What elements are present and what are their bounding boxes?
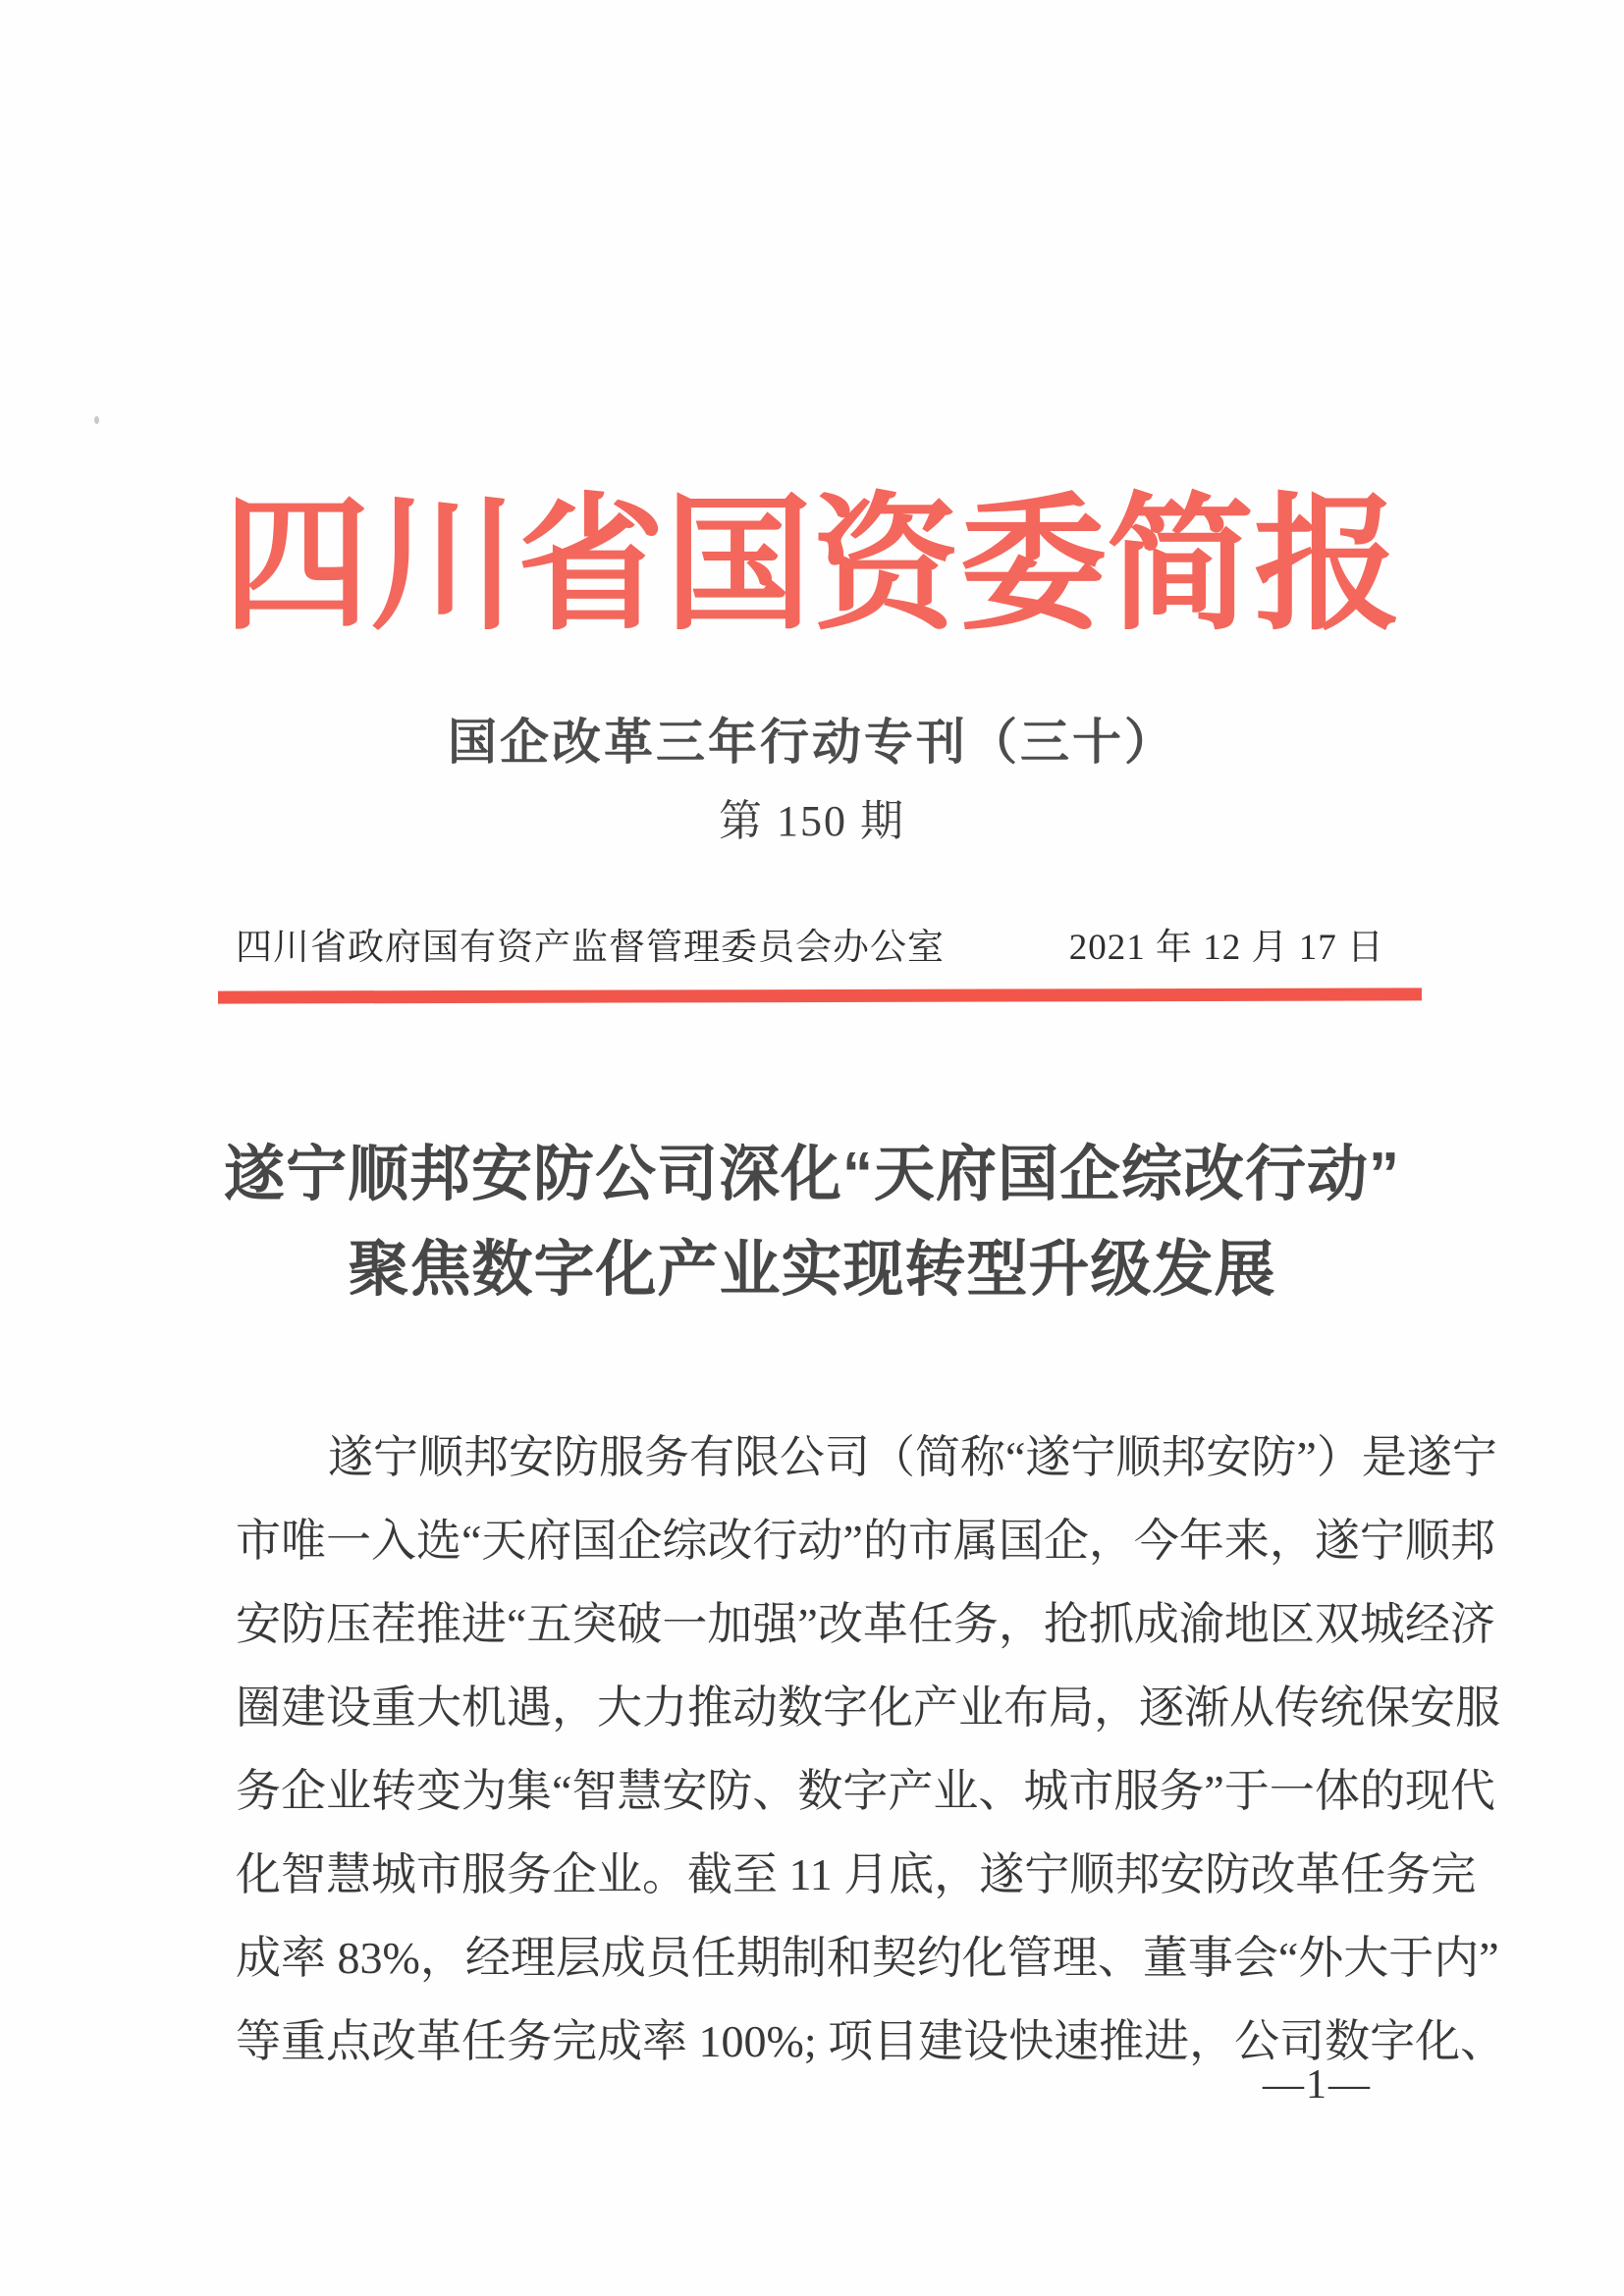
publication-info-row bbox=[236, 917, 1384, 970]
page-number: —1— bbox=[1263, 2062, 1372, 2108]
publisher-name: 四川省政府国有资产监督管理委员会办公室 bbox=[236, 928, 945, 968]
body-line: 化智慧城市服务企业。截至 11 月底，遂宁顺邦安防改革任务完 bbox=[236, 1849, 1477, 1899]
body-line: 安防压茬推进“五突破一加强”改革任务，抢抓成渝地区双城经济 bbox=[236, 1599, 1495, 1649]
issue-number: 第 150 期 bbox=[719, 797, 905, 845]
body-line: 成率 83%，经理层成员任期制和契约化管理、董事会“外大于内” bbox=[236, 1933, 1499, 1983]
article-title-line-1: 遂宁顺邦安防公司深化“天府国企综改行动” bbox=[223, 1141, 1400, 1208]
scan-artifact bbox=[94, 416, 99, 424]
body-line: 务企业转变为集“智慧安防、数字产业、城市服务”于一体的现代 bbox=[236, 1766, 1495, 1816]
article-body bbox=[236, 1415, 1506, 2083]
article-title bbox=[0, 1127, 1624, 1317]
red-divider-rule bbox=[218, 988, 1422, 1003]
masthead-title: 四川省国资委简报 bbox=[223, 485, 1402, 648]
body-line: 遂宁顺邦安防服务有限公司（简称“遂宁顺邦安防”）是遂宁 bbox=[328, 1432, 1497, 1482]
publish-date: 2021 年 12 月 17 日 bbox=[1068, 928, 1384, 968]
body-line: 等重点改革任务完成率 100%; 项目建设快速推进，公司数字化、 bbox=[236, 2016, 1506, 2066]
issue-subtitle: 国企改革三年行动专刊（三十） bbox=[448, 715, 1176, 770]
article-title-line-2: 聚焦数字化产业实现转型升级发展 bbox=[348, 1236, 1276, 1304]
body-line: 圈建设重大机遇，大力推动数字化产业布局，逐渐从传统保安服 bbox=[236, 1682, 1500, 1733]
body-line: 市唯一入选“天府国企综改行动”的市属国企，今年来，遂宁顺邦 bbox=[236, 1516, 1495, 1566]
